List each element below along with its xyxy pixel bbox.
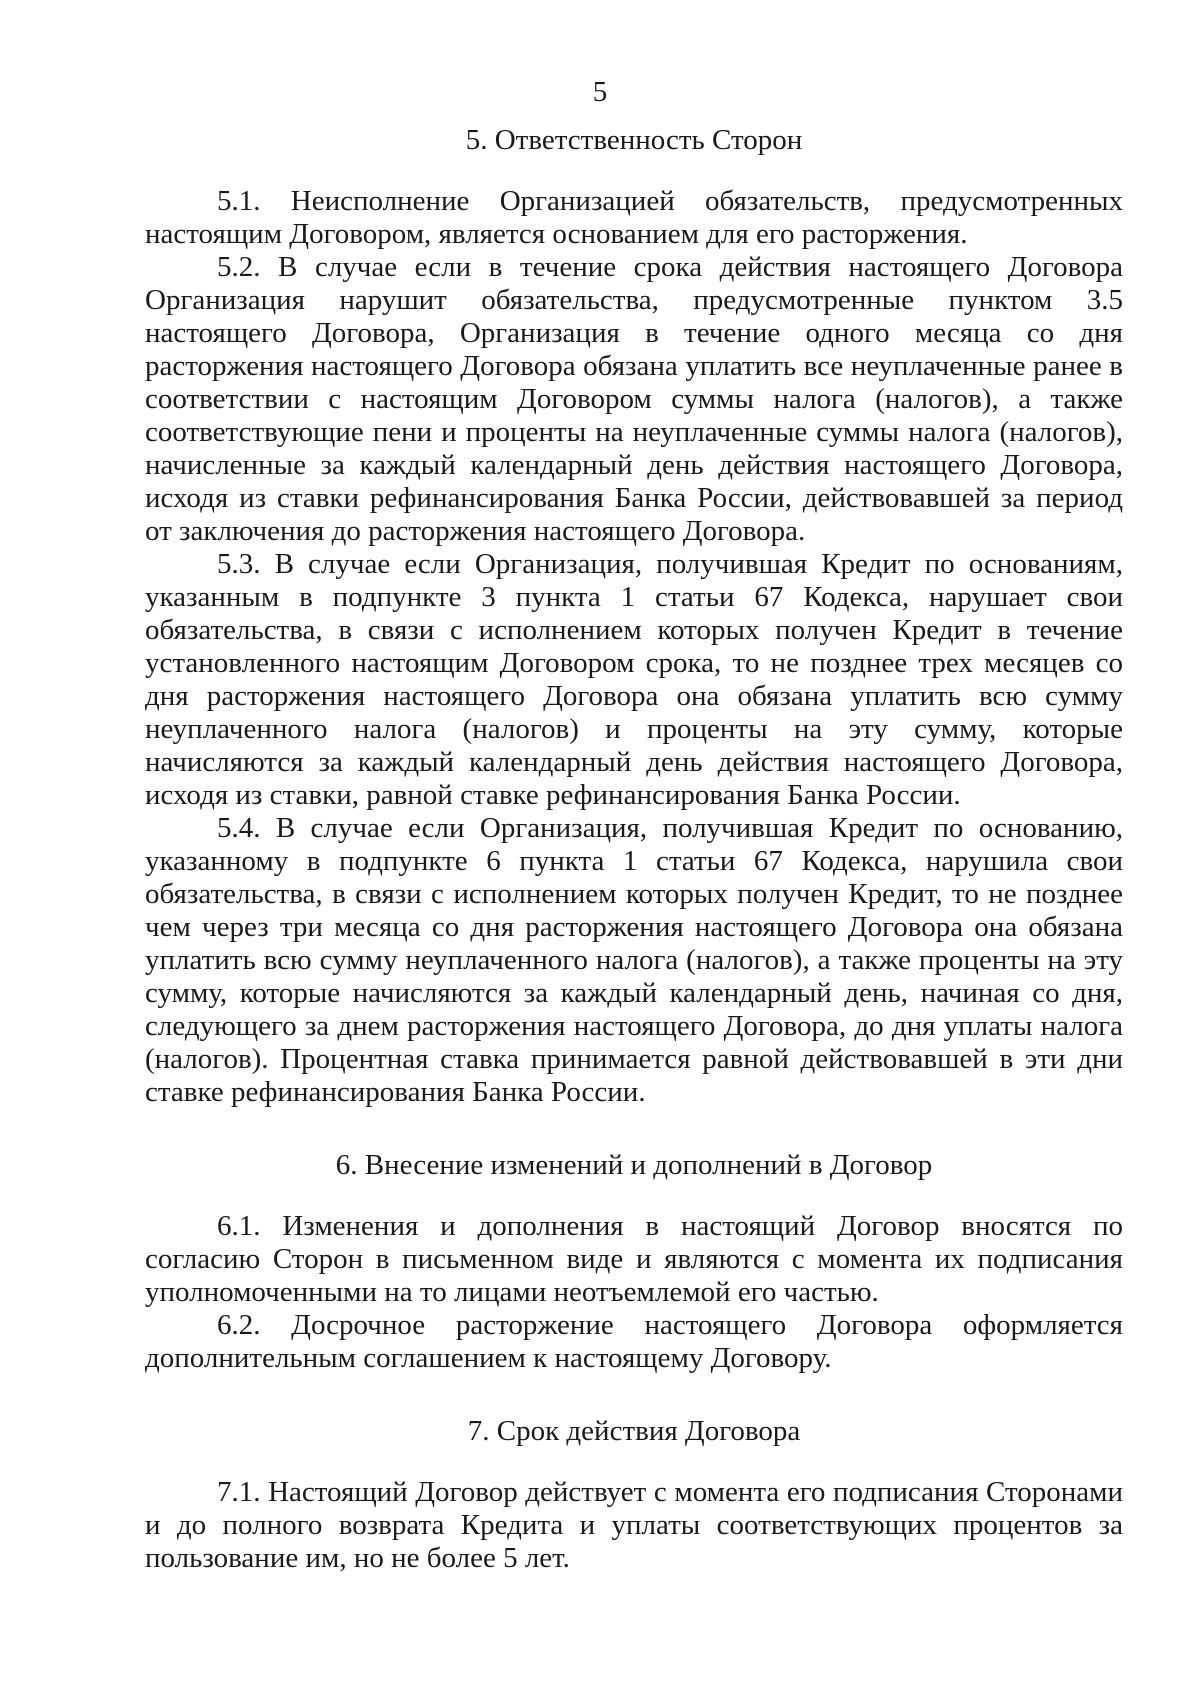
section-6 [145,1149,1123,1375]
paragraph-7-1: 7.1. Настоящий Договор действует с момента его подписания Сторонами и до полного возврата Кредита и уплаты соответствующих процентов за пользование им, но не более 5 лет. [145,1476,1123,1574]
paragraph-5-2: 5.2. В случае если в течение срока действия настоящего Договора Организация нарушит обязательства, предусмотренные пунктом 3.5 настоящего Договора, Организация в течение одного месяца со дня расторжения настоящего Договора обязана уплатить все неуплаченные ранее в соответствии с настоящим Договором суммы налога (налогов), а также соответствующие пени и проценты на неуплаченные суммы налога (налогов), начисленные за каждый календарный день действия настоящего Договора, исходя из ставки рефинансирования Банка России, действовавшей за период от заключения до расторжения настоящего Договора. [145,251,1123,547]
page-number: 5 [592,76,608,108]
section-heading: 5. Ответственность Сторон [465,124,803,156]
section-heading: 6. Внесение изменений и дополнений в Договор [335,1149,933,1181]
paragraph-6-2: 6.2. Досрочное расторжение настоящего Договора оформляется дополнительным соглашением к настоящему Договору. [145,1309,1123,1374]
section-7 [145,1415,1123,1575]
section-heading: 7. Срок действия Договора [467,1415,801,1447]
paragraph-5-4: 5.4. В случае если Организация, получившая Кредит по основанию, указанному в подпункте 6 пункта 1 статьи 67 Кодекса, нарушила свои обязательства, в связи с исполнением которых получен Кредит, то не позднее чем через три месяца со дня расторжения настоящего Договора она обязана уплатить всю сумму неуплаченного налога (налогов), а также проценты на эту сумму, которые начисляются за каждый календарный день, начиная со дня, следующего за днем расторжения настоящего Договора, до дня уплаты налога (налогов). Процентная ставка принимается равной действовавшей в эти дни ставке рефинансирования Банка России. [145,812,1123,1108]
paragraph-6-1: 6.1. Изменения и дополнения в настоящий Договор вносятся по согласию Сторон в письменном виде и являются с момента их подписания уполномоченными на то лицами неотъемлемой его частью. [145,1210,1123,1308]
document-body [145,124,1123,1575]
paragraph-5-3: 5.3. В случае если Организация, получившая Кредит по основаниям, указанным в подпункте 3 пункта 1 статьи 67 Кодекса, нарушает свои обязательства, в связи с исполнением которых получен Кредит в течение установленного настоящим Договором срока, то не позднее трех месяцев со дня расторжения настоящего Договора она обязана уплатить всю сумму неуплаченного налога (налогов) и проценты на эту сумму, которые начисляются за каждый календарный день действия настоящего Договора, исходя из ставки, равной ставке рефинансирования Банка России. [145,548,1123,811]
paragraph-5-1: 5.1. Неисполнение Организацией обязательств, предусмотренных настоящим Договором, является основанием для его расторжения. [145,185,1123,250]
section-5 [145,124,1123,1109]
